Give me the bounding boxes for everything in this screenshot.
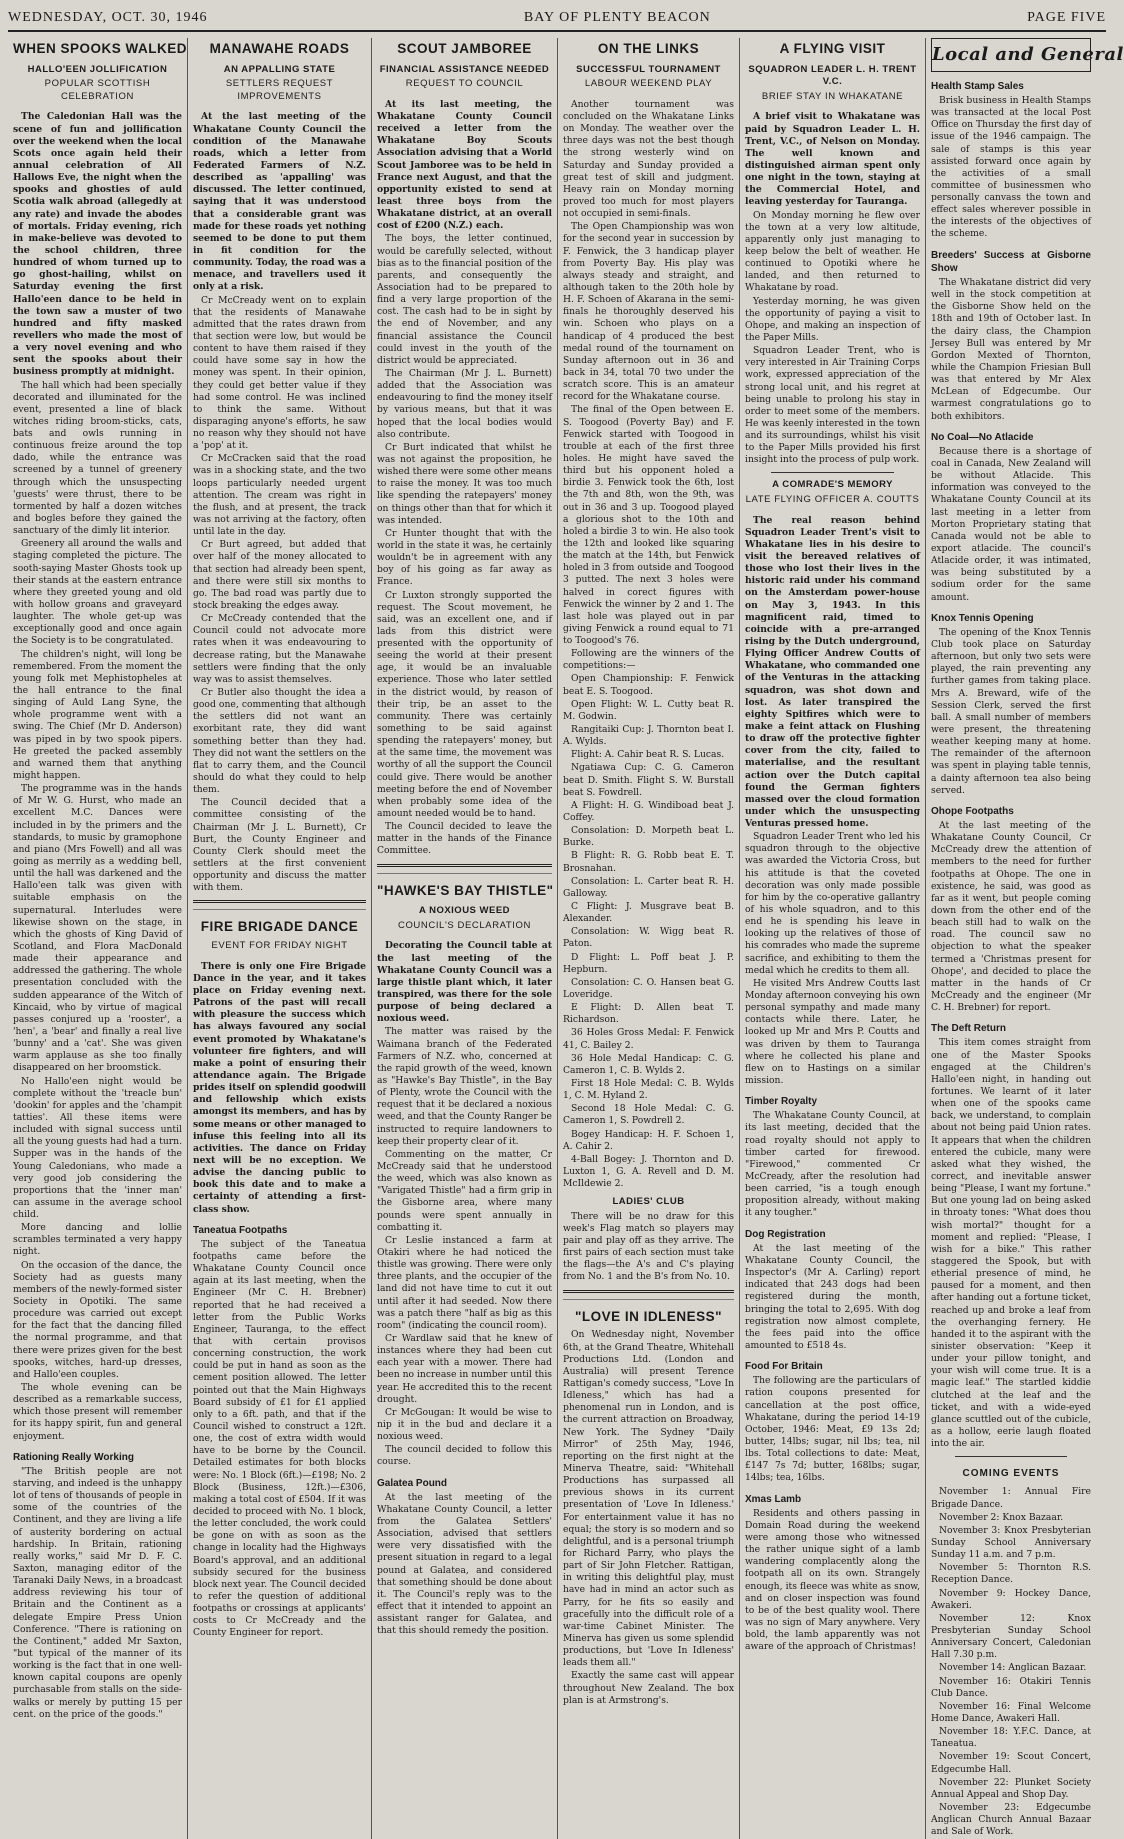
article-paragraph: There will be no draw for this week's Flag match so players may pair and play off as they arrive. The first pairs of each section must take the flags—the A's and C's playing from No. 1 and the B's from No. 10. xyxy=(563,1210,734,1283)
event-item: November 1: Annual Fire Brigade Dance. xyxy=(931,1486,1091,1510)
heading-knox-tennis: Knox Tennis Opening xyxy=(931,612,1034,624)
article-paragraph: Another tournament was concluded on the Whakatane Links on Monday. The weather over the three days was not the best though the strong westerly wind on Saturday and Sunday provided a great test of skill and judgment. Heavy rain on Monday morning proved too much for most players not occupied in semi-finals. xyxy=(563,98,734,220)
article-paragraph: At the last meeting of the Whakatane County Council, Cr McCready drew the attention of members to the need for further footpaths at Ohope. The one in existence, he said, was good as far as it went, but people coming down from the other end of the beach still had to walk on the road. The council saw no objection to what the speaker termed a 'Christmas present for Ohope', and decided to place the matter in the hands of Cr McCready and the engineer (Mr C. H. Brebner) for report. xyxy=(931,820,1091,1014)
newspaper-title: BAY OF PLENTY BEACON xyxy=(523,10,711,25)
article-paragraph: The children's night, will long be remembered. From the moment the young folk met Mephistopheles at the hall entrance to the final singing of Auld Lang Syne, the whole programme went with a swing. The Chief (Mr D. Anderson) was piped in by two spook pipers. He greeted the packed assembly and warned them that anything might happen. xyxy=(13,648,182,781)
event-item: November 16: Otakiri Tennis Club Dance. xyxy=(931,1675,1091,1699)
event-item: November 19: Scout Concert, Edgecumbe Hall. xyxy=(931,1751,1091,1775)
column-spooks xyxy=(8,38,188,1839)
heading-no-coal: No Coal—No Atlacide xyxy=(931,431,1034,443)
coming-events-list xyxy=(931,1486,1091,1838)
article-paragraph: Cr Burt indicated that whilst he was not against the proposition, he wished there were some other means to raise the money. It was too much like spending the ratepayers' money on things other than that for which it was intended. xyxy=(377,441,552,526)
heading-dog-registration: Dog Registration xyxy=(745,1228,826,1240)
result-line: C Flight: J. Musgrave beat B. Alexander. xyxy=(563,901,734,925)
event-item: November 16: Final Welcome Home Dance, Awakeri Hall. xyxy=(931,1700,1091,1724)
subhead-request: REQUEST TO COUNCIL xyxy=(405,78,524,90)
article-paragraph: The Open Championship was won for the second year in succession by F. Fenwick, the 3 handicap player from Poverty Bay. His play was always steady and straight, and although taken to the 20th hole by H. F. Schoen of Akarana in the semi-finals he thoroughly deserved his win. Schoen who plays on a handicap of 4 produced the best medal round of the tournament on Sunday afternoon out in 36 and back in 34, total 70 two under the scratch score. This is an amateur record for the Whakatane course. xyxy=(563,221,734,403)
column-manawahe xyxy=(188,38,372,1839)
article-paragraph: Cr Leslie instanced a farm at Otakiri where he had noticed the thistle was growing. There were only three plants, and the occupier of the land did not have time to cut it out until after it had seeded. Now there was a patch there "half as big as this room" (indicating the council room). xyxy=(377,1234,552,1331)
article-paragraph: Cr Burt agreed, but added that over half of the money allocated to that section had already been spent, and there were still six months to go. The bad road was partly due to stock breaking the edges away. xyxy=(193,539,366,612)
article-paragraph: The Chairman (Mr J. L. Burnett) added that the Association was endeavouring to find the money itself by various means, but that it was hoped that the local bodies would also contribute. xyxy=(377,367,552,440)
result-line: Ngatiawa Cup: C. G. Cameron beat D. Smith. Flight S. W. Burstall beat S. Fowdrell. xyxy=(563,762,734,798)
subhead-coutts: LATE FLYING OFFICER A. COUTTS xyxy=(745,494,920,506)
event-item: November 18: Y.F.C. Dance, at Taneatua. xyxy=(931,1726,1091,1750)
article-paragraph: "The British people are not starving, and indeed is the unhappy lot of tens of thousands of people in some of the countries of the Continent, and they are living a life of austerity bordering on actual hardship. In Britain, rationing really works," said Mr D. F. C. Saxton, managing editor of the Taranaki Daily News, in a broadcast address reviewing his tour of Britain and the Continent as a delegate Empire Press Union Conference. "There is rationing on the Continent," added Mr Saxton, "but typical of the manner of its working is the fact that in one well-known capital coupons are openly purchasable from stalls on the side-walks or merely by putting 15 per cent. on the price of the goods." xyxy=(13,1465,182,1720)
article-paragraph: The matter was raised by the Waimana branch of the Federated Farmers of N.Z. who, concerned at the rapid growth of the weed, known as "Hawke's Bay Thistle", in the Bay of Plenty, wrote the Council with the request that it be declared a noxious weed, and that the County Ranger be instructed to require landowners to keep their property clear of it. xyxy=(377,1026,552,1147)
coming-events-title: COMING EVENTS xyxy=(962,1468,1060,1480)
result-line: A Flight: H. G. Windiboad beat J. Coffey. xyxy=(563,799,734,824)
result-line: B Flight: R. G. Robb beat E. T. Brosnahan. xyxy=(563,850,734,874)
subhead-trent: SQUADRON LEADER L. H. TRENT V.C. xyxy=(748,63,917,88)
masthead xyxy=(8,6,1106,32)
column-flying-visit xyxy=(740,38,926,1839)
subhead-settlers: SETTLERS REQUEST IMPROVEMENTS xyxy=(225,78,334,102)
separator xyxy=(193,900,366,910)
article-paragraph: Cr Butler also thought the idea a good one, commenting that although the settlers did not want an exorbitant rate, they did want something better than they had. They did not want the settlers on the flat to carry them, and the Council should do what they could to help them. xyxy=(193,687,366,796)
headline-comrades-memory: A COMRADE'S MEMORY xyxy=(772,479,893,491)
result-line: 36 Hole Medal Handicap: C. G. Cameron 1, C. B. Wylds 2. xyxy=(563,1052,734,1076)
article-paragraph: Following are the winners of the competitions:— xyxy=(563,648,734,672)
article-paragraph: The opening of the Knox Tennis Club took place on Saturday afternoon, but only two sets were played, the rain preventing any further games from taking place. Mrs A. Breward, wife of the Session Clerk, served the first ball. A small number of members were present, the threatening weather keeping many at home. The remainder of the afternoon was spent in playing table tennis, a dainty afternoon tea also being served. xyxy=(931,626,1091,796)
result-line: Rangitaiki Cup: J. Thornton beat I. A. Wylds. xyxy=(563,724,734,748)
subhead-declaration: COUNCIL'S DECLARATION xyxy=(397,919,531,931)
article-paragraph: Cr Luxton strongly supported the request. The Scout movement, he said, was an excellent one, and if lads from this district were presented with the opportunity of seeing the world at their present age, it would be an invaluable experience. Those who later settled in the district would, by reason of their trip, be an asset to the community. There was certainly something to be said against spending the ratepayers' money, but at the same time, the movement was worthy of all the support the Council could give. There would be another meeting before the end of November when probably some idea of the amount needed would be to hand. xyxy=(377,589,552,820)
event-item: November 3: Knox Presbyterian Sunday School Anniversary Sunday 11 a.m. and 7 p.m. xyxy=(931,1524,1091,1561)
article-paragraph: Greenery all around the walls and staging completed the picture. The sooth-saying Master Ghosts took up their stands at the eastern entrance where they greeted young and old with hollow groans and graveyard laughter. The whole get-up was exceptionally good and once again the Society is to be congratulated. xyxy=(13,538,182,647)
article-paragraph: On Wednesday night, November 6th, at the Grand Theatre, Whitehall Productions Ltd. (London and Australia) will present Terence Rattigan's comedy success, "Love In Idleness," which has had a phenomenal run in London, and is the current attraction on Broadway, New York. The Sydney "Daily Mirror" of 25th May, 1946, reporting on the first night at the Minerva Theatre, said: "Whitehall Productions has surpassed all previous shows in its current presentation of 'Love In Idleness.' For entertainment value it has no equal; the story is so modern and so delightful, and is a personal triumph for Richard Parry, who plays the part of Sir John Fletcher. Rattigan, in writing this delightful play, must have had in mind an actor such as Parry, for he fits so easily and gracefully into the difficult role of a war-time Cabinet Minister. The Minerva has given us some splendid productions, but 'Love In Idleness' leads them all." xyxy=(563,1329,734,1669)
result-line: Second 18 Hole Medal: C. G. Cameron 1, S. Powdrell 2. xyxy=(563,1103,734,1127)
article-lead: At its last meeting, the Whakatane County Council received a letter from the Whakatane Boy Scouts Association advising that a World Scout Jamboree was to be held in France next August, and that the opportunity existed to send at least three boys from the Whakatane district, at an overall cost of £200 (N.Z.) each. xyxy=(377,98,552,232)
article-paragraph: Residents and others passing in Domain Road during the weekend were among those who witnessed the rather unique sight of a lamb wandering complacently along the footpath all on its own. Strangely enough, its fleece was white as snow, and on closer inspection was found to be of the best quality wool. There was no sign of Mary anywhere. Very bold, the lamb apparently was not aware of the approach of Christmas! xyxy=(745,1507,920,1653)
article-paragraph: The council decided to follow this course. xyxy=(377,1444,552,1468)
article-paragraph: No Hallo'een night would be complete without the 'treacle bun' 'dookin' for apples and the 'champit tatties'. All these items were included with signal success until all the young guests had had a turn. Supper was in the hands of the Young Caledonians, who made a very good job considering the proportions that the 'inner man' can assume in the average school child. xyxy=(13,1075,182,1221)
article-paragraph: At the last meeting of the Whakatane County Council, the Inspector's (Mr A. Carling) report indicated that 243 dogs had been registered during the month, bringing the total to 2,695. With dog registration now almost complete, the fees paid into the office amounted to £518 4s. xyxy=(745,1242,920,1351)
article-paragraph: The subject of the Taneatua footpaths came before the Whakatane County Council once again at its last meeting, when the Engineer (Mr C. H. Brebner) reported that he had received a letter from the Public Works Engineer, Tauranga, to the effect that with certain provisos concerning construction, the work could be put in hand as soon as the cement position allowed. The letter pointed out that the Main Highways Board subsidy of £1 for £1 applied only to a 6ft. path, and that if the Council wished to construct a 12ft. one, the cost of extra width would have to be borne by the Council. Detailed estimates for both blocks were: No. 1 Block (6ft.)—£198; No. 2 Block (Business, 12ft.)—£306, making a total cost of £504. If it was decided to proceed with No. 1 block, the letter concluded, the work could be gone on with as soon as the change in locality had the Highways Board's approval, and an additional subsidy secured for the business block next year. The Council decided to refer the question of additional footpaths or crossings at applicants' costs to Cr McCready and the County Engineer for report. xyxy=(193,1238,366,1639)
result-line: E Flight: D. Allen beat T. Richardson. xyxy=(563,1002,734,1026)
article-paragraph: Cr McCready went on to explain that the residents of Manawahe admitted that the rates drawn from that section were low, but would be content to have them raised if they could have some say in how the money was spent. In their opinion, they could get better value if they had some control. He was inclined to think the same. Without disparaging anyone's efforts, he saw no reason why they should not have a 'pop' at it. xyxy=(193,294,366,452)
divider xyxy=(955,1456,1067,1457)
separator xyxy=(377,864,552,874)
article-paragraph: The boys, the letter continued, would be carefully selected, without bias as to the financial position of the parents, and consequently the Association had to be prepared to find a very large proportion of the cost. The cash had to be in sight by the end of November, and any financial assistance the Council could invest in the youth of the district would be appreciated. xyxy=(377,233,552,366)
article-paragraph: Commenting on the matter, Cr McCready said that he understood the weed, which was also known as "Varigated Thistle" had a firm grip in the Gisborne area, where many pounds were spent annually in combatting it. xyxy=(377,1148,552,1233)
column-scout xyxy=(372,38,558,1839)
column-local-general xyxy=(926,38,1124,1839)
result-line: Flight: A. Cahir beat R. S. Lucas. xyxy=(571,749,725,761)
event-item: November 2: Knox Bazaar. xyxy=(939,1511,1064,1523)
article-paragraph: On Monday morning he flew over the town at a very low altitude, apparently only just managing to keep below the belt of weather. He continued to Opotiki where he landed, and then returned to Whakatane by road. xyxy=(745,209,920,294)
headline-love-in-idleness: "LOVE IN IDLENESS" xyxy=(574,1308,723,1324)
result-line: Open Championship: F. Fenwick beat E. S. Toogood. xyxy=(563,673,734,697)
heading-timber: Timber Royalty xyxy=(745,1096,818,1108)
headline-manawahe: MANAWAHE ROADS xyxy=(209,41,350,56)
article-paragraph: Squadron Leader Trent who led his squadron through to the objective was awarded the Victoria Cross, but his attitude is that the coveted decoration was only made possible for him by the co-operative gallantry of his whole squadron, and to this end he is spending his leave in looking up the relatives of those of his comrades who made the supreme sacrifice, and exhibiting to them the medal which he credits to them all. xyxy=(745,831,920,976)
article-lead: The real reason behind Squadron Leader Trent's visit to Whakatane lies in his desire to visit the bereaved relatives of those who lost their lives in the historic raid under his command on the Amsterdam power-house on May 3, 1943. In this magnificent raid, timed to coincide with a pre-arranged rising by the Dutch underground, Flying Officer Andrew Coutts of Whakatane, who commanded one of the Venturas in the attacking squadron, was shot down and lost. As later transpired the eighty Spitfires which were to make a feint attack on Flushing to draw off the protective fighter cover from the city, failed to materialise, and the resultant action over the Dutch capital found the German fighters massed over the cloud formation under which the unsuspecting Venturas pressed home. xyxy=(745,514,920,830)
separator xyxy=(563,1290,734,1300)
article-paragraph: The programme was in the hands of Mr W. G. Hurst, who made an excellent M.C. Dances were included in by the primers and the standards, to music by gramophone and piano (Mrs Fowell) and all was going as merrily as a wedding bell, until the hall was darkened and the Hallo'een talk was given with suitable emphasis on the supernatural. Interludes were likewise shown on the stage, in which the ghosts of King David of Scotland, and Flora MacDonald made their appearance and addressed the gathering. The whole presentation concluded with the sudden appearance of the Witch of Kincaid, who by virtue of magical passes conjured up a 'rooster', a 'hen', a 'bear' and finally a real live 'bunny' and a 'cat'. She was given warm applause as she too finally disappeared on her broomstick. xyxy=(13,783,182,1074)
article-paragraph: He visited Mrs Andrew Coutts last Monday afternoon conveying his own personal sympathy and made many contacts while there. Later, he looked up Mr and Mrs P. Coutts and was driven by them to Tauranga where he collected his plane and flew on to Hastings on a similar mission. xyxy=(745,977,920,1087)
subhead-appalling: AN APPALLING STATE xyxy=(223,63,336,75)
heading-rationing: Rationing Really Working xyxy=(13,1451,134,1463)
article-paragraph: Cr McCracken said that the road was in a shocking state, and the two loops particularly needed urgent attention. The cream was right in the flush, and at present, the track was not arriving at the factory, often until late in the day. xyxy=(193,453,366,538)
article-paragraph: The whole evening can be described as a remarkable success, which those present will remember for its happy spirit, fun and general enjoyment. xyxy=(13,1382,182,1442)
subhead-halloween: HALLO'EEN JOLLIFICATION xyxy=(27,63,168,75)
article-paragraph: Exactly the same cast will appear throughout New Zealand. The box plan is at Armstrong's. xyxy=(563,1670,734,1706)
article-paragraph: The following are the particulars of ration coupons presented for cancellation at the post office, Whakatane, during the period 14-19 October, 1946: Meat, £9 13s 2d; butter, 14lbs; sugar, nil lbs; tea, nil lbs. Total collections to date: Meat, £147 7s 7d; butter, 168lbs; sugar, 14lbs; tea, 16lbs. xyxy=(745,1375,920,1484)
headline-spooks: WHEN SPOOKS WALKED xyxy=(13,41,188,56)
columns xyxy=(8,38,1124,1838)
article-paragraph: Cr Hunter thought that with the world in the state it was, he certainly wouldn't be in agreement with any boy of his going as far away as France. xyxy=(377,527,552,588)
event-item: November 23: Edgecumbe Anglican Church Annual Bazaar and Sale of Work. xyxy=(931,1801,1091,1838)
column-links xyxy=(558,38,740,1839)
heading-gisborne-show: Breeders' Success at Gisborne Show xyxy=(931,249,1091,274)
subhead-friday: EVENT FOR FRIDAY NIGHT xyxy=(211,940,348,952)
headline-flying-visit: A FLYING VISIT xyxy=(779,41,886,56)
article-lead: A brief visit to Whakatane was paid by Squadron Leader L. H. Trent, V.C., of Nelson on Monday. The well known and distinguished airman spent only one night in the town, staying at the Commercial Hotel, and leaving yesterday for Tauranga. xyxy=(745,111,920,208)
heading-taneatua: Taneatua Footpaths xyxy=(193,1224,288,1236)
article-paragraph: The hall which had been specially decorated and illuminated for the event, presented a line of black witches riding broom-sticks, cats, bats and owls running in continuous freize around the top dado, while the entrance was screened by a tunnel of greenery through which the unsuspecting 'guests' were thrust, there to be tormented by half a dozen witches and bogles before they gained the sanctuary of the dimly lit interior. xyxy=(13,379,182,537)
subhead-labour: LABOUR WEEKEND PLAY xyxy=(584,78,713,90)
subhead-scottish: POPULAR SCOTTISH CELEBRATION xyxy=(44,78,151,102)
result-line: D Flight: L. Poff beat J. P. Hepburn. xyxy=(563,951,734,975)
result-line: Consolation: C. O. Hansen beat G. Loveridge. xyxy=(563,976,734,1000)
subhead-brief-stay: BRIEF STAY IN WHAKATANE xyxy=(761,90,904,102)
article-paragraph: Squadron Leader Trent, who is very interested in Air Training Corps work, expressed appreciation of the strong local unit, and his regret at being unable to prolong his stay in order to meet some of the members. He was keenly interested in the town and its surroundings, whilst his visit to the Paper Mills provided his first insight into the process of pulp work. xyxy=(745,345,920,466)
heading-galatea: Galatea Pound xyxy=(377,1477,448,1489)
heading-deft-return: The Deft Return xyxy=(931,1023,1006,1035)
headline-links: ON THE LINKS xyxy=(597,41,700,56)
result-line: 4-Ball Bogey: J. Thornton and D. Luxton 1, G. A. Revell and D. M. McIldewie 2. xyxy=(563,1153,734,1190)
result-line: Consolation: L. Carter beat R. H. Galloway. xyxy=(563,875,734,899)
heading-xmas-lamb: Xmas Lamb xyxy=(745,1493,802,1505)
issue-date: WEDNESDAY, OCT. 30, 1946 xyxy=(8,10,208,25)
article-lead: There is only one Fire Brigade Dance in the year, and it takes place on Friday evening next. Patrons of the past will recall with pleasure the success which has always favoured any social event promoted by Whakatane's volunteer fire fighters, and will make a point of ensuring their attendance again. The Brigade prides itself on splendid goodwill and fellowship which exists amongst its members, and has by some means or other managed to infuse this feeling into all its activities. The dance on Friday next will be no exception. We advise the dancing public to book this date and to make a certainty of attending a first-class show. xyxy=(193,960,366,1215)
article-paragraph: The Council decided that a committee consisting of the Chairman (Mr J. L. Burnett), Cr Burt, the County Engineer and County Clerk should meet the settlers at the first convenient opportunity and discuss the matter with them. xyxy=(193,797,366,894)
subhead-noxious: A NOXIOUS WEED xyxy=(418,905,511,917)
headline-thistle: "HAWKE'S BAY THISTLE" xyxy=(377,882,554,898)
headline-fire-brigade: FIRE BRIGADE DANCE xyxy=(200,919,359,935)
event-item: November 5: Thornton R.S. Reception Dance. xyxy=(931,1562,1091,1586)
heading-food-for-britain: Food For Britain xyxy=(745,1361,823,1373)
article-paragraph: At the last meeting of the Whakatane County Council, a letter from the Galatea Settlers' Association, advised that settlers were very dissatisfied with the present situation in regard to a legal pound at Galatea, and considered that something should be done about it. The Council's reply was to the effect that it intended to appoint an assistant ranger for Galatea, and that this should remedy the position. xyxy=(377,1491,552,1637)
heading-ladies-club: LADIES' CLUB xyxy=(612,1196,685,1208)
event-item: November 9: Hockey Dance, Awakeri. xyxy=(931,1587,1091,1611)
event-item: November 12: Knox Presbyterian Sunday School Anniversary Concert, Caledonian Hall 7.30 p.m. xyxy=(931,1612,1091,1661)
headline-local-general: Local and General xyxy=(931,38,1091,72)
article-lead: The Caledonian Hall was the scene of fun and jollification over the weekend when the local Scots once again held their annual celebration of All Hallows Eve, the night when the spooks and ghosties of auld Scotia walk abroad (allegedly at any rate) and invade the abodes of mortals. Friday evening, rich in make-believe was devoted to the school children, three hundred of whom turned up to go ghost-hailing, whilst on Saturday evening the first Hallo'een dance to be held in the town saw a muster of two hundred and fifty masked revellers who made the most of a very novel evening and who sent the spooks about their business promptly at midnight. xyxy=(13,111,182,378)
subhead-financial: FINANCIAL ASSISTANCE NEEDED xyxy=(379,63,550,75)
result-line: Open Flight: W. L. Cutty beat R. M. Godwin. xyxy=(563,698,734,722)
result-line: First 18 Hole Medal: C. B. Wylds 1, C. M. Hyland 2. xyxy=(563,1077,734,1102)
heading-ohope-footpaths: Ohope Footpaths xyxy=(931,805,1014,817)
event-item: November 14: Anglican Bazaar. xyxy=(939,1662,1087,1674)
article-paragraph: Yesterday morning, he was given the opportunity of paying a visit to Ohope, and making an inspection of the Paper Mills. xyxy=(745,295,920,343)
result-line: Consolation: W. Wigg beat R. Paton. xyxy=(563,926,734,950)
article-paragraph: The final of the Open between E. S. Toogood (Poverty Bay) and F. Fenwick started with Toogood in trouble at each of the first three holes. He might have saved the third but his opponent holed a birdie 3. Fenwick took the 6th, lost the 7th and 8th, won the 9th, was out in 36 and 3 up. Toogood played a glorious shot to the 10th and holed a birdie 3 to win. He also took the 12th and looked like squaring the match at the 14th, but Fenwick holed in 3 from outside and Toogood 3 putted. The next 3 holes were halved in corect figures with Fenwick the winner by 2 and 1. The last hole was played out in par giving Fenwick a round equal to 71 to Toogood's 76. xyxy=(563,404,734,647)
headline-scout: SCOUT JAMBOREE xyxy=(397,41,532,56)
page-number: PAGE FIVE xyxy=(1027,10,1106,25)
article-lead: At the last meeting of the Whakatane County Council the condition of the Manawahe roads, which a letter from Federated Farmers of N.Z. described as 'appalling' was discussed. The letter continued, saying that it was understood that a considerable grant was made for these roads yet nothing seemed to be done to put them in fit condition for the community. Today, the road was a menace, and travellers used it only at a risk. xyxy=(193,111,366,293)
article-paragraph: Cr McGougan: It would be wise to nip it in the bud and declare it a noxious weed. xyxy=(377,1406,552,1443)
heading-health-stamps: Health Stamp Sales xyxy=(931,80,1024,92)
article-paragraph: Cr Wardlaw said that he knew of instances where they had been cut each year with a mower. There had been no increase in number until this year. He accredited this to the recent drought. xyxy=(377,1332,552,1405)
article-paragraph: The Whakatane district did very well in the stock competition at the Gisborne Show held on the 18th and 19th of October last. In the dairy class, the Champion Jersey Bull was entered by Mr Gordon Mexted of Thornton, while the Champion Friesian Bull was that entered by Mr Alex McLean of Edgecumbe. Our warmest congratulations go to both exhibitors. xyxy=(931,277,1091,422)
subhead-tournament: SUCCESSFUL TOURNAMENT xyxy=(576,63,721,75)
article-paragraph: Because there is a shortage of coal in Canada, New Zealand will be without Atlacide. This information was conveyed to the Whakatane County Council at its last meeting in a letter from Morton Proprietary stating that Canada would not be able to export atlacide. The council's Atlacide order, it was intimated, was being substituted by a sodium order for the same amount. xyxy=(931,445,1091,603)
divider xyxy=(771,472,894,473)
result-line: 36 Holes Gross Medal: F. Fenwick 41, C. Bailey 2. xyxy=(563,1027,734,1051)
article-paragraph: More dancing and lollie scrambles terminated a very happy night. xyxy=(13,1222,182,1258)
article-paragraph: Brisk business in Health Stamps was transacted at the local Post Office on Thursday the first day of issue of the 1946 campaign. The sale of stamps is this year assisted forward once again by the activities of a small committee of businessmen who personally canvass the town and effect sales wherever possible in the interests of the objectives of the scheme. xyxy=(931,94,1091,240)
article-paragraph: The Council decided to leave the matter in the hands of the Finance Committee. xyxy=(377,821,552,857)
article-lead: Decorating the Council table at the last meeting of the Whakatane County Council was a large thistle plant which, it later transpired, was there for the sole purpose of being declared a noxious weed. xyxy=(377,940,552,1025)
event-item: November 22: Plunket Society Annual Appeal and Shop Day. xyxy=(931,1776,1091,1800)
result-line: Bogey Handicap: H. F. Schoen 1, A. Cahir 2. xyxy=(563,1128,734,1152)
article-paragraph: This item comes straight from one of the Master Spooks engaged at the Children's Hallo'een night, in handing out fortunes. We learnt of it later when one of the spooks came back, we understand, to complain about not being paid Union rates. It appears that when the children entered the cubicle, many were asked what they wished, the correct, and inevitable answer being "Please, I want my fortune." But one young lad on being asked in throaty tones: "What does thou wish mortal?" thought for a moment and replied: "Please, I wish for a bike." This rather staggered the Spook, but with etherial presence of mind, he paused for a moment, and then after handing out a fortune ticket, reached up and broke a leaf from the overhanging fernery. He handed it to the aspirant with the sinister observation: "Keep it under your pillow tonight, and your wish will come true. It is a magic leaf." The startled kiddie clutched at the leaf and the ticket, and with a wide-eyed glance scuttled out of the cubicle, as a hollow, eerie laugh floated into the air. xyxy=(931,1037,1091,1450)
article-paragraph: The Whakatane County Council, at its last meeting, decided that the road royalty should not apply to timber carted for firewood. "Firewood," commented Cr McCready, after the resolution had been carried, "is a tough enough proposition already, without making it any tougher." xyxy=(745,1110,920,1219)
article-paragraph: Cr McCready contended that the Council could not advocate more rates when it was endeavouring to decrease rating, but the Manawahe settlers were finding that the only way was to assist themselves. xyxy=(193,613,366,685)
article-paragraph: On the occasion of the dance, the Society had as guests many members of the newly-formed sister Society in Opotiki. The same procedure was carried out except for the fact that the dancing filled the normal programme, and that there were prizes given for the best spooks, witches, hard-up dresses, and Hallo'een couples. xyxy=(13,1259,182,1380)
result-line: Consolation: D. Morpeth beat L. Burke. xyxy=(563,825,734,849)
